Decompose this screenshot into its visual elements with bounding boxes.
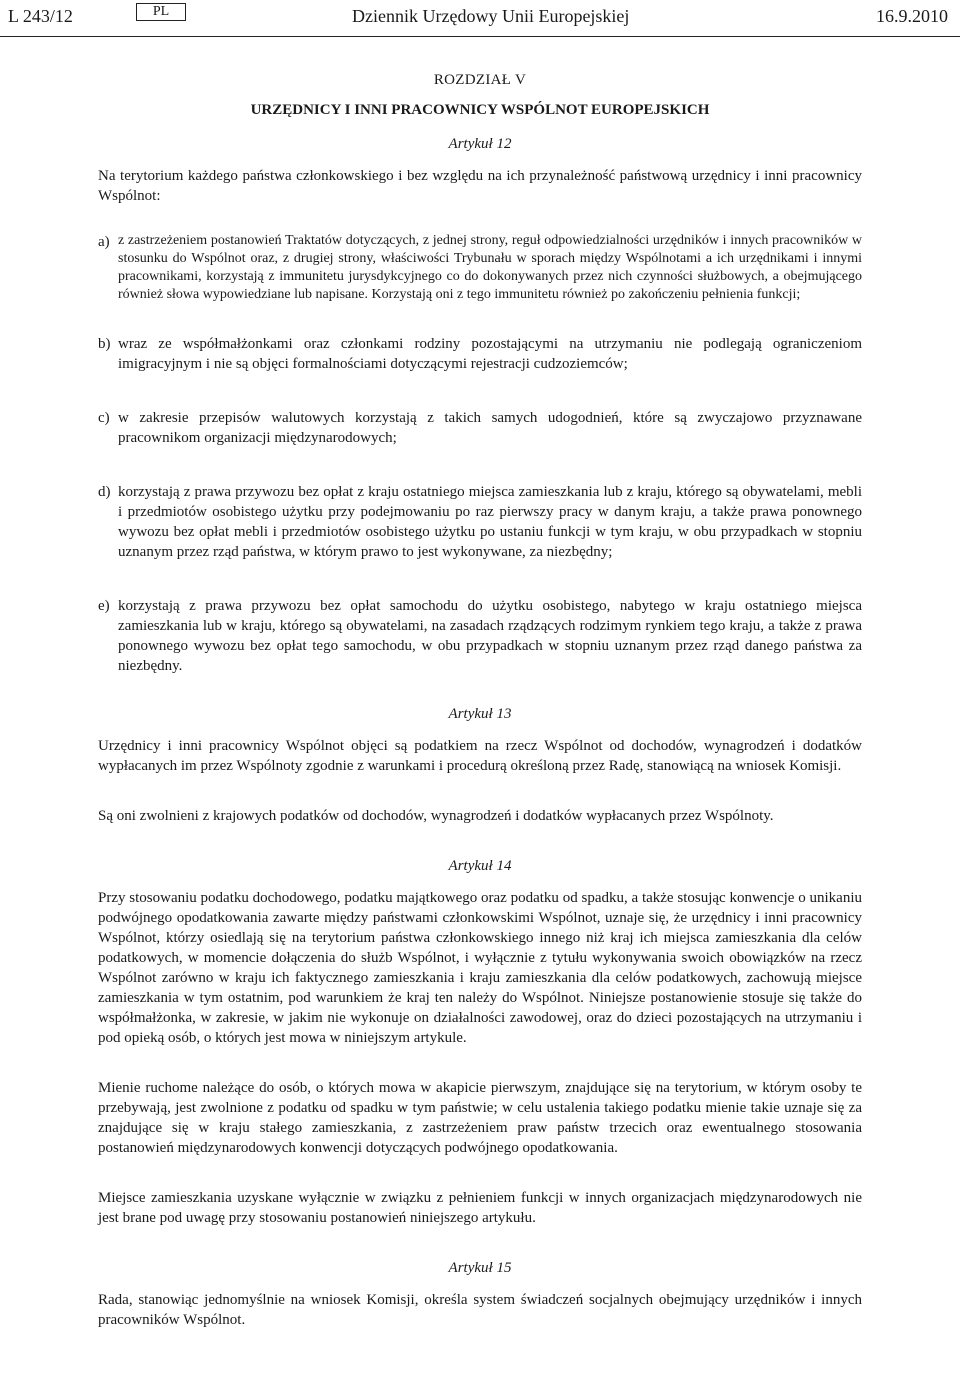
article-15-paragraph: Rada, stanowiąc jednomyślnie na wniosek Komisji, określa system świadczeń socjalnych obejmujący urzędników i innych pracowników Wspólnot.: [98, 1292, 862, 1328]
item-text: w zakresie przepisów walutowych korzystają z takich samych udogodnień, które są zwyczajowo przyznawane pracownikom organizacji międzynarodowych;: [118, 410, 862, 446]
article-12-heading: Artykuł 12: [448, 136, 512, 152]
page-reference: L 243/12: [8, 6, 73, 26]
item-marker: a): [98, 234, 110, 250]
item-text: korzystają z prawa przywozu bez opłat z kraju ostatniego miejsca zamieszkania lub z kraju, którego są obywatelami, mebli i przedmiotów osobistego użytku przy podejmowaniu po raz pierwszy pracy w danym kraju, a także prawa ponownego wywozu bez opłat mebli i przedmiotów osobistego użytku po ustaniu funkcji w tym kraju, w obu przypadkach w stopniu uznanym przez rząd państwa, w którym prawo to jest wykonywane, za niezbędny;: [118, 484, 862, 560]
list-item: [98, 232, 862, 304]
item-marker: c): [98, 410, 110, 426]
article-15-heading: Artykuł 15: [448, 1260, 512, 1276]
list-item: [98, 596, 862, 676]
article-14-paragraph: Mienie ruchome należące do osób, o których mowa w akapicie pierwszym, znajdujące się na terytorium, w którym osoby te przebywają, jest zwolnione z podatku od spadku w tym państwie; w celu ustalenia takiego podatku mienie takie uznaje się za znajdujące się w kraju stałego zamieszkania, z zastrzeżeniem praw państw trzecich oraz ewentualnego stosowania postanowień międzynarodowych konwencji dotyczących podwójnego opodatkowania.: [98, 1080, 862, 1156]
chapter-label: ROZDZIAŁ V: [433, 72, 527, 88]
list-item: [98, 408, 862, 448]
item-marker: d): [98, 484, 111, 500]
article-14-paragraph: Miejsce zamieszkania uzyskane wyłącznie w związku z pełnieniem funkcji w innych organizacjach międzynarodowych nie jest brane pod uwagę przy stosowaniu postanowień niniejszego artykułu.: [98, 1190, 862, 1226]
chapter-title: URZĘDNICY I INNI PRACOWNICY WSPÓLNOT EUROPEJSKICH: [250, 102, 710, 118]
list-item: [98, 334, 862, 374]
article-12-intro: Na terytorium każdego państwa członkowskiego i bez względu na ich przynależność państwową urzędnicy i inni pracownicy Wspólnot:: [98, 168, 862, 204]
document-body: [98, 70, 862, 1330]
item-marker: b): [98, 336, 111, 352]
article-13-paragraph: Urzędnicy i inni pracownicy Wspólnot objęci są podatkiem na rzecz Wspólnot od dochodów, wynagrodzeń i dodatków wypłacanych im przez Wspólnoty zgodnie z warunkami i procedurą określoną przez Radę, stanowiącą na wniosek Komisji.: [98, 738, 862, 774]
header-divider: [0, 36, 960, 37]
list-item: [98, 482, 862, 562]
page-header: [0, 0, 960, 40]
item-marker: e): [98, 598, 110, 614]
journal-title: Dziennik Urzędowy Unii Europejskiej: [352, 6, 630, 26]
item-text: korzystają z prawa przywozu bez opłat samochodu do użytku osobistego, nabytego w kraju ostatniego miejsca zamieszkania lub w kraju, którego są obywatelami, na zasadach rządzących rodzimym rynkiem tego kraju, a także z prawa ponownego wywozu bez opłat tego samochodu, w obu przypadkach w stopniu uznanym przez rząd danego państwa za niezbędny.: [118, 598, 862, 674]
item-text: wraz ze współmałżonkami oraz członkami rodziny pozostającymi na utrzymaniu nie podlegają ograniczeniom imigracyjnym i nie są objęci formalnościami dotyczącymi rejestracji cudzoziemców;: [118, 336, 862, 372]
article-13-heading: Artykuł 13: [448, 706, 512, 722]
article-13-paragraph: Są oni zwolnieni z krajowych podatków od dochodów, wynagrodzeń i dodatków wypłacanych przez Wspólnoty.: [98, 808, 774, 824]
publication-date: 16.9.2010: [876, 6, 948, 26]
article-14-heading: Artykuł 14: [448, 858, 512, 874]
language-box: PL: [136, 3, 186, 21]
item-text: z zastrzeżeniem postanowień Traktatów dotyczących, z jednej strony, reguł odpowiedzialności urzędników i innych pracowników w stosunku do Wspólnot oraz, z drugiej strony, właściwości Trybunału w sporach między Wspólnotami a ich urzędnikami i innymi pracownikami, korzystają z immunitetu jurysdykcyjnego co do dokonywanych przez nich czynności służbowych, a obejmującego również słowa wypowiedziane lub napisane. Korzystają oni z tego immunitetu również po zakończeniu pełnienia funkcji;: [118, 233, 862, 302]
article-14-paragraph: Przy stosowaniu podatku dochodowego, podatku majątkowego oraz podatku od spadku, a także stosując konwencje o unikaniu podwójnego opodatkowania zawarte między państwami członkowskimi Wspólnot, uznaje się, że urzędnicy i inni pracownicy Wspólnot, którzy osiedlają się na terytorium państwa członkowskiego innego niż kraj ich miejsca zamieszkania dla celów podatkowych, w momencie dołączenia do służb Wspólnot, i wyłącznie z tytułu wykonywania swoich obowiązków na rzecz Wspólnot zarówno w kraju ich faktycznego zamieszkania i kraju zamieszkania dla celów podatkowych, zachowują miejsce zamieszkania w tym ostatnim, pod warunkiem że kraj ten należy do Wspólnot. Niniejsze postanowienie stosuje się także do współmałżonka, w zakresie, w jakim nie wykonuje on działalności zawodowej, oraz do dzieci pozostających na utrzymaniu i pod opieką osób, o których jest mowa w niniejszym artykule.: [98, 890, 862, 1046]
